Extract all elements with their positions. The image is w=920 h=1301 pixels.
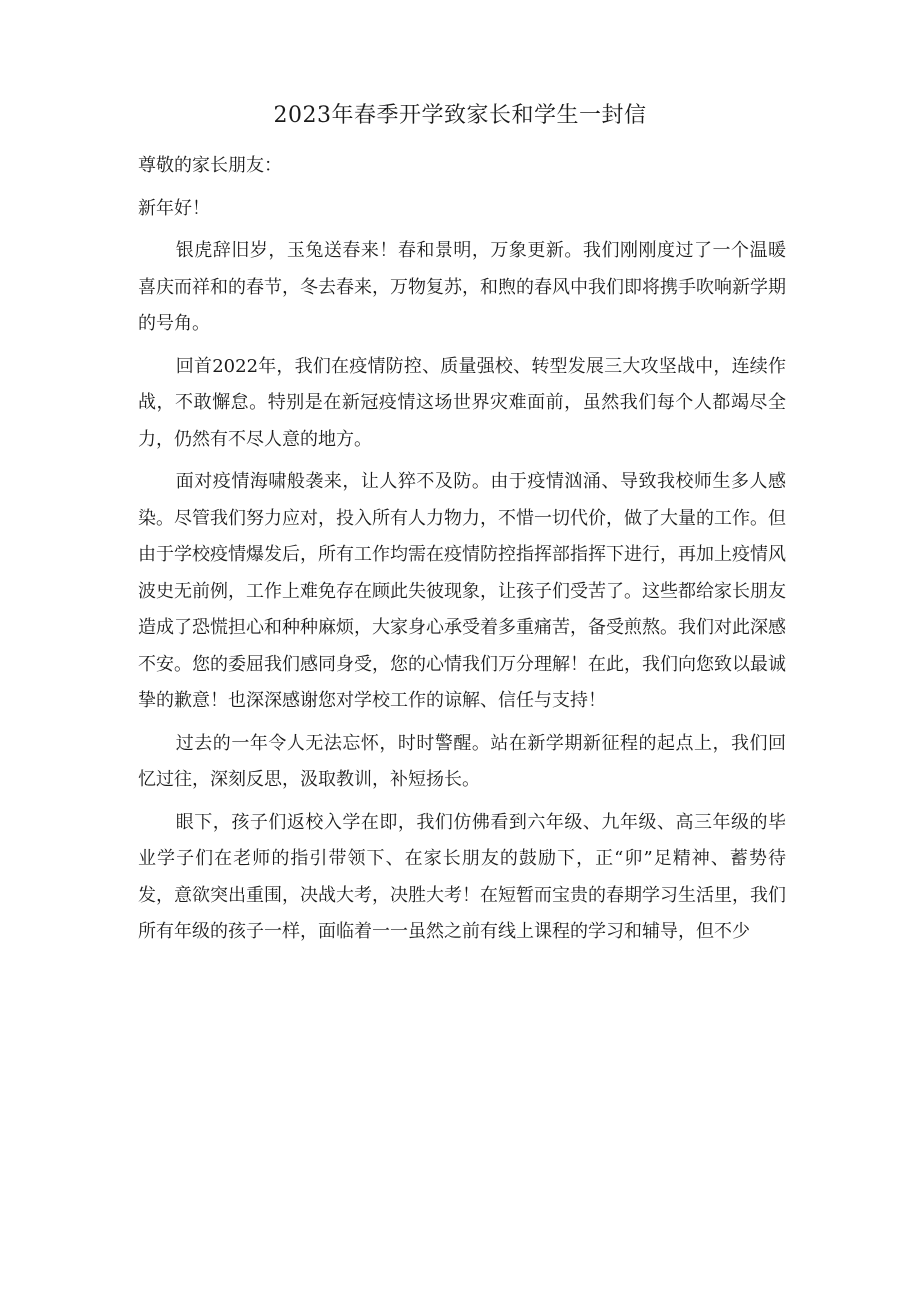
salutation: 尊敬的家长朋友： xyxy=(138,155,282,176)
paragraph: 银虎辞旧岁，玉兔送春来！春和景明，万象更新。我们刚刚度过了一个温暖喜庆而祥和的春节，冬去春来，万物复苏，和煦的春风中我们即将携手吹响新学期的号角。 xyxy=(138,240,786,334)
letter-body xyxy=(138,148,786,957)
document-title: 2023年春季开学致家长和学生一封信 xyxy=(273,103,647,128)
paragraph: 过去的一年令人无法忘怀，时时警醒。站在新学期新征程的起点上，我们回忆过往，深刻反思，汲取教训，补短扬长。 xyxy=(138,732,786,790)
greeting: 新年好！ xyxy=(138,197,210,219)
paragraph: 面对疫情海啸般袭来，让人猝不及防。由于疫情汹涌、导致我校师生多人感染。尽管我们努力应对，投入所有人力物力，不惜一切代价，做了大量的工作。但由于学校疫情爆发后，所有工作均需在疫情防控指挥部指挥下进行，再加上疫情风波史无前例，工作上难免存在顾此失彼现象，让孩子们受苦了。这些都给家长朋友造成了恐慌担心和种种麻烦，大家身心承受着多重痛苦，备受煎熬。我们对此深感不安。您的委屈我们感同身受，您的心情我们万分理解！在此，我们向您致以最诚挚的歉意！也深深感谢您对学校工作的谅解、信任与支持！ xyxy=(138,471,786,711)
paragraph: 回首2022年，我们在疫情防控、质量强校、转型发展三大攻坚战中，连续作战，不敢懈怠。特别是在新冠疫情这场世界灾难面前，虽然我们每个人都竭尽全力，仍然有不尽人意的地方。 xyxy=(138,355,786,450)
paragraph: 眼下，孩子们返校入学在即，我们仿佛看到六年级、九年级、高三年级的毕业学子们在老师的指引带领下、在家长朋友的鼓励下，正“卯”足精神、蓄势待发，意欲突出重围，决战大考，决胜大考！在短暂而宝贵的春期学习生活里，我们所有年级的孩子一样，面临着一一虽然之前有线上课程的学习和辅导，但不少 xyxy=(138,811,786,942)
